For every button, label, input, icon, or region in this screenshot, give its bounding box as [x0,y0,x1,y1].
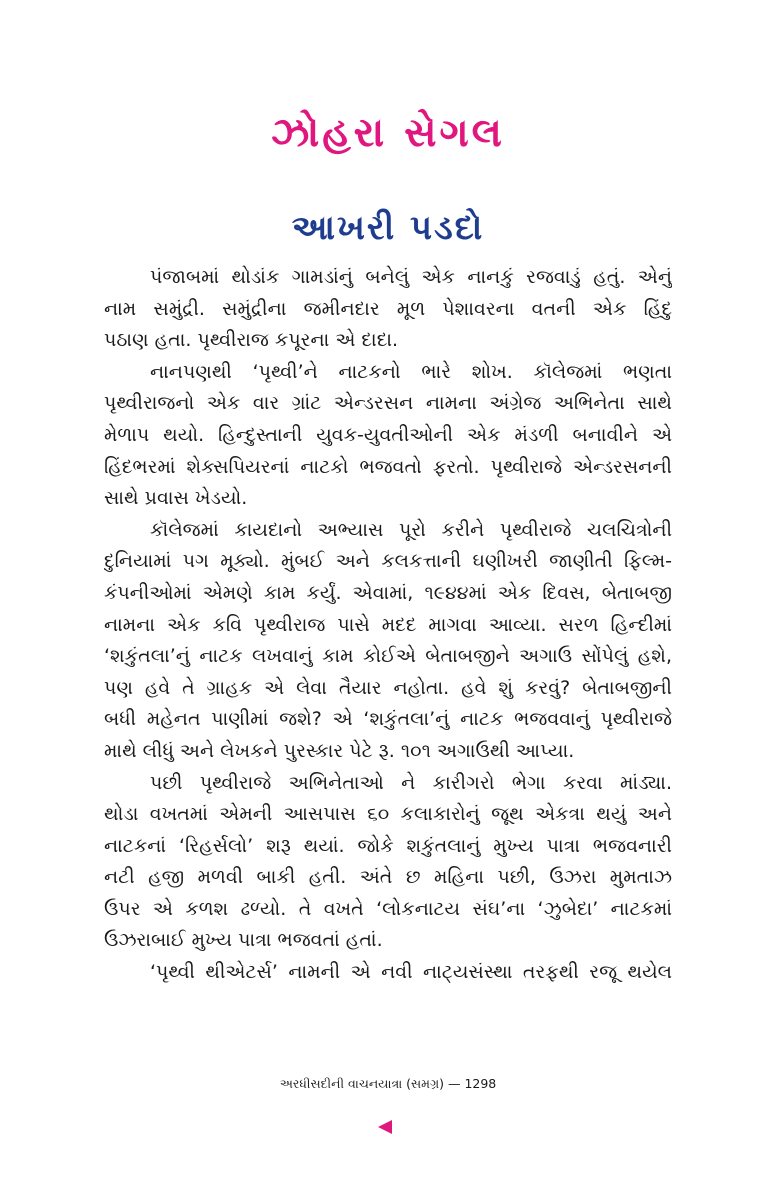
author-heading: ઝોહરા સેગલ [271,110,505,156]
body-text [104,262,672,989]
text-line: ‘શકુંતલા’નું નાટક લખવાનું કામ કોઈએ બેતાબજીને અગાઉ સોંપેલું હશે, [104,645,672,668]
page-footer: અરધીસદીની વાચનયાત્રા (સમગ્ર) — 1298 [279,1076,497,1091]
text-line: ‘પૃથ્વી થીએટર્સ’ નામની એ નવી નાટ્યસંસ્થા તરફથી રજૂ થયેલ [150,961,672,984]
text-line: નાનપણથી ‘પૃથ્વી’ને નાટકનો ભારે શોખ. કૉલેજમાં ભણતા [150,360,672,383]
text-line: ઉપર એ કળશ ઢળ્યો. તે વખતે ‘લોકનાટય સંઘ’ના ‘ઝુબેદા’ નાટકમાં [104,897,672,920]
text-line: પૃથ્વીરાજનો એક વાર ગ્રાંટ એન્ડરસન નામના અંગ્રેજ અભિનેતા સાથે [104,392,672,415]
text-line: મેળાપ થયો. હિન્દુસ્તાની યુવક-યુવતીઓની એક મંડળી બનાવીને એ [104,423,672,446]
text-line: માથે લીધું અને લેખકને પુરસ્કાર પેટે રૂ. ૧૦૧ અગાઉથી આપ્યા. [104,739,575,762]
paragraph [104,957,672,989]
text-line: ઉઝરાબાઈ મુખ્ય પાત્રા ભજવતાં હતાં. [104,929,383,952]
paragraph [104,768,672,958]
text-line: નામના એક કવિ પૃથ્વીરાજ પાસે મદદ માગવા આવ્યા. સરળ હિન્દીમાં [104,613,672,636]
text-line: સાથે પ્રવાસ ખેડયો. [104,487,248,510]
text-line: નટી હજી મળવી બાકી હતી. અંતે છ મહિના પછી, ઉઝરા મુમતાઝ [104,866,672,889]
text-line: બધી મહેનત પાણીમાં જશે? એ ‘શકુંતલા’નું નાટક ભજવવાનું પૃથ્વીરાજે [104,708,672,731]
paragraph [104,515,672,768]
text-line: કૉલેજમાં કાયદાનો અભ્યાસ પૂરો કરીને પૃથ્વીરાજે ચલચિત્રોની [150,518,672,541]
text-line: દુનિયામાં પગ મૂક્યો. મુંબઈ અને કલકત્તાની ઘણીખરી જાણીતી ફિલ્મ- [104,550,672,573]
text-line: પઠાણ હતા. પૃથ્વીરાજ કપૂરના એ દાદા. [104,329,399,352]
text-line: કંપનીઓમાં એમણે કામ કર્યું. એવામાં, ૧૯૪૪માં એક દિવસ, બેતાબજી [104,581,672,604]
previous-page-icon[interactable] [378,1120,392,1134]
text-line: નાટકનાં ‘રિહર્સલો’ શરૂ થયાં. જોકે શકુંતલાનું મુખ્ય પાત્રા ભજવનારી [104,834,672,857]
text-line: પણ હવે તે ગ્રાહક એ લેવા તૈયાર નહોતા. હવે શું કરવું? બેતાબજીની [104,676,672,699]
text-line: નામ સમુંદ્રી. સમુંદ્રીના જમીનદાર મૂળ પેશાવરના વતની એક હિંદુ [104,297,672,320]
text-line: થોડા વખતમાં એમની આસપાસ ૬૦ કલાકારોનું જૂથ એકત્રા થયું અને [104,803,672,826]
paragraph [104,262,672,357]
paragraph [104,357,672,515]
chapter-title: આખરી પડદો [291,208,485,248]
text-line: હિંદભરમાં શેક્સપિયરનાં નાટકો ભજવતો ફરતો. પૃથ્વીરાજે એન્ડરસનની [104,455,672,478]
text-line: પછી પૃથ્વીરાજે અભિનેતાઓ ને કારીગરો ભેગા કરવા માંડ્યા. [150,771,672,794]
text-line: પંજાબમાં થોડાંક ગામડાંનું બનેલું એક નાનકું રજવાડું હતું. એનું [150,266,672,288]
